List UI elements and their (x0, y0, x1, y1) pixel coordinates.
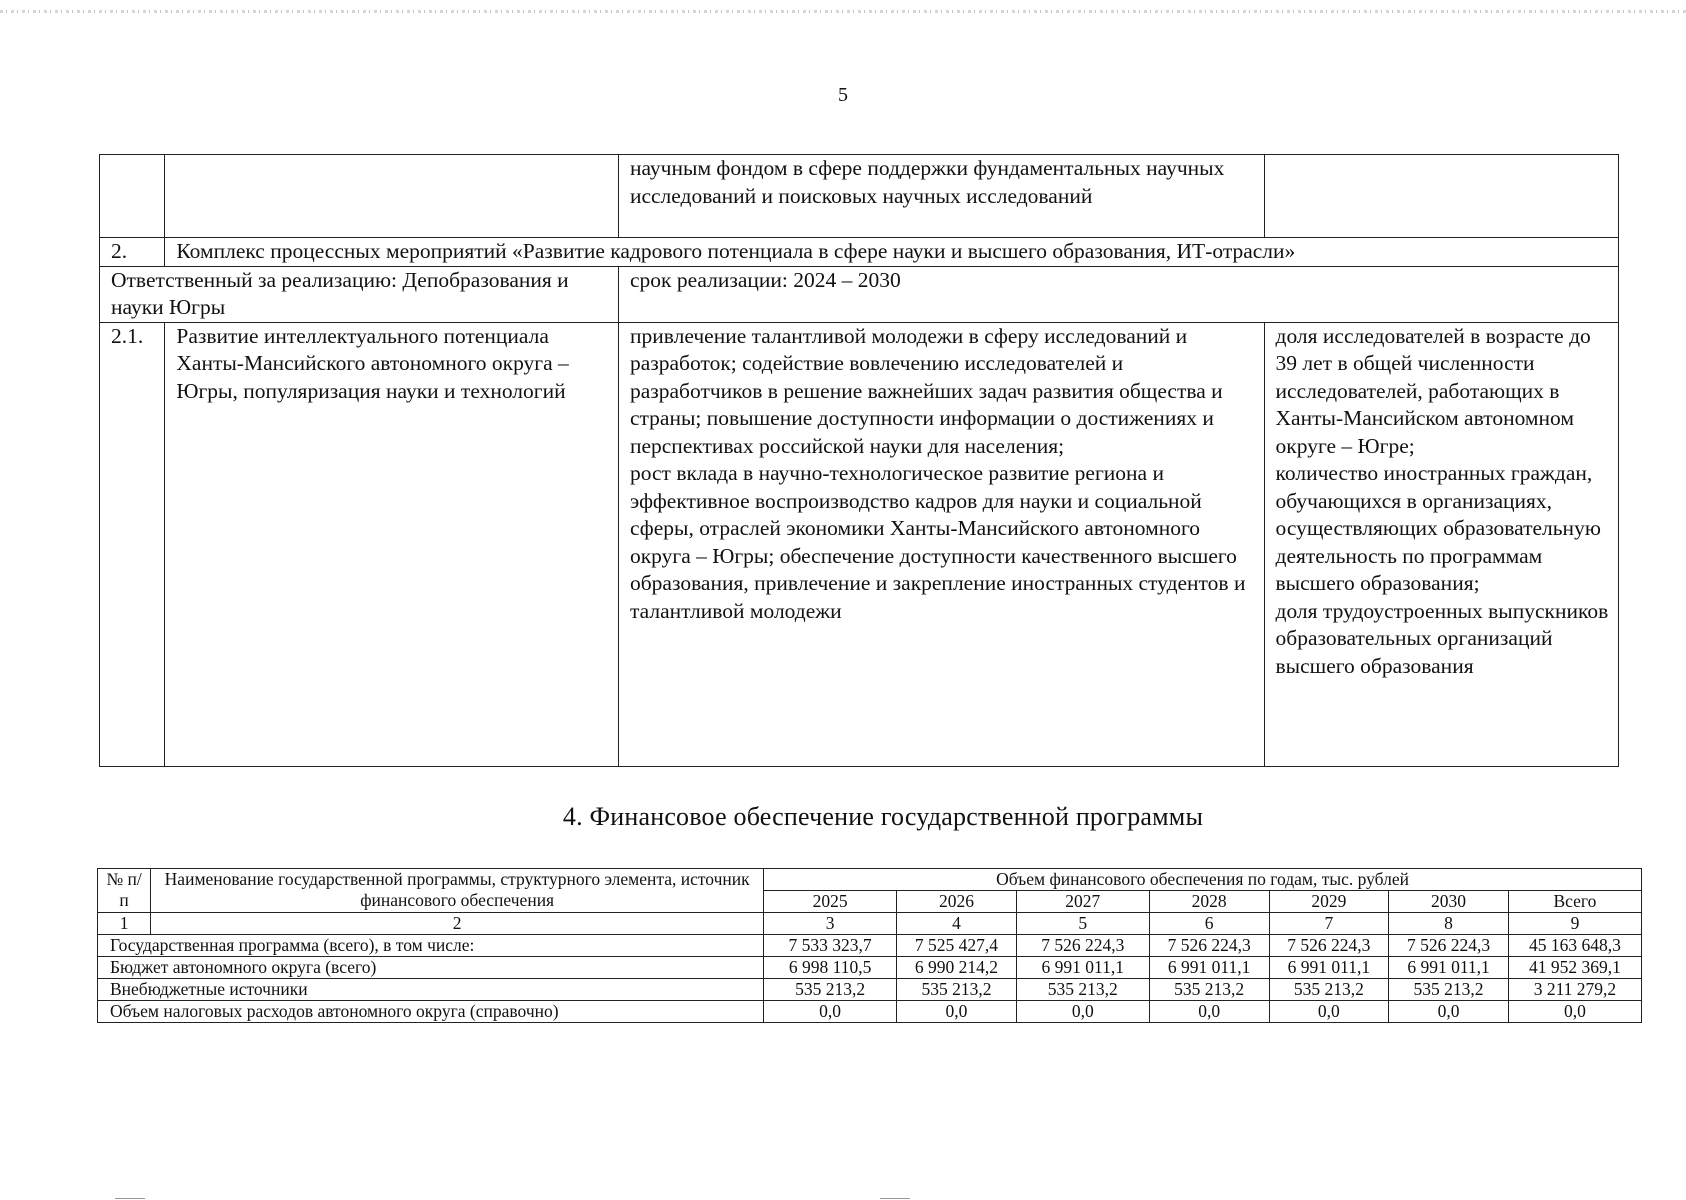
table-row (98, 957, 1642, 979)
section-row (100, 238, 1619, 267)
total-cell: 41 952 369,1 (1508, 957, 1641, 979)
page-number: 5 (838, 84, 848, 106)
continuation-text: научным фондом в сфере поддержки фундаментальных научных исследований и поисковых научных исследований (618, 155, 1264, 238)
header-year: 2026 (897, 891, 1017, 913)
column-numbers-row (98, 913, 1642, 935)
effect-item: рост вклада в научно-технологическое развитие региона и эффективное воспроизводство кадров для науки и социальной сферы, отраслей экономики Ханты-Мансийского автономного округа – Югры; обеспечение доступности качественного высшего образования, привлечение и закрепление иностранных студентов и талантливой молодежи (629, 461, 1246, 623)
value-cell: 0,0 (764, 1001, 897, 1023)
effect-item: привлечение талантливой молодежи в сферу исследований и разработок; содействие вовлечению исследователей и разработчиков в решение важнейших задач развития общества и страны; повышение доступности информации о достижениях и перспективах российской науки для населения; (629, 323, 1223, 458)
table-row (98, 979, 1642, 1001)
finance-table (97, 868, 1642, 1023)
header-volume: Объем финансового обеспечения по годам, тыс. рублей (764, 869, 1642, 891)
col-number: 6 (1149, 913, 1269, 935)
value-cell: 6 991 011,1 (1389, 957, 1509, 979)
scan-artifact-mark (115, 1198, 145, 1199)
indicator-item: доля исследователей в возрасте до 39 лет в общей численности исследователей, работающих в Ханты-Мансийском автономном округе – Югре; (1275, 323, 1591, 458)
value-cell: 535 213,2 (1149, 979, 1269, 1001)
total-cell: 0,0 (1508, 1001, 1641, 1023)
indicator-item: доля трудоустроенных выпускников образовательных организаций высшего образования (1275, 598, 1609, 678)
header-year: 2025 (764, 891, 897, 913)
cell-empty (1264, 155, 1618, 238)
finance-header-row (98, 869, 1642, 891)
row-label: Внебюджетные источники (98, 979, 764, 1001)
col-number: 9 (1508, 913, 1641, 935)
value-cell: 6 991 011,1 (1269, 957, 1389, 979)
col-number: 8 (1389, 913, 1509, 935)
value-cell: 0,0 (897, 1001, 1017, 1023)
indicator-item: количество иностранных граждан, обучающихся в организациях, осуществляющих образовательную деятельность по программам высшего образования; (1275, 461, 1601, 595)
header-year: 2030 (1389, 891, 1509, 913)
value-cell: 0,0 (1269, 1001, 1389, 1023)
value-cell: 6 998 110,5 (764, 957, 897, 979)
value-cell: 6 991 011,1 (1149, 957, 1269, 979)
value-cell: 535 213,2 (764, 979, 897, 1001)
task-row (100, 322, 1619, 766)
task-name: Развитие интеллектуального потенциала Ханты-Мансийского автономного округа – Югры, популяризация науки и технологий (165, 322, 619, 766)
implementation-period: срок реализации: 2024 – 2030 (618, 266, 1618, 322)
activities-table (99, 154, 1619, 767)
task-indicators (1264, 322, 1618, 766)
header-num: № п/п (98, 869, 151, 913)
value-cell: 535 213,2 (1269, 979, 1389, 1001)
header-year: 2029 (1269, 891, 1389, 913)
value-cell: 7 525 427,4 (897, 935, 1017, 957)
header-total: Всего (1508, 891, 1641, 913)
row-label: Объем налоговых расходов автономного округа (справочно) (98, 1001, 764, 1023)
value-cell: 7 526 224,3 (1016, 935, 1149, 957)
col-number: 7 (1269, 913, 1389, 935)
scan-artifact-line (0, 10, 1686, 13)
responsible-row (100, 266, 1619, 322)
col-number: 4 (897, 913, 1017, 935)
value-cell: 535 213,2 (1016, 979, 1149, 1001)
value-cell: 0,0 (1389, 1001, 1509, 1023)
total-cell: 45 163 648,3 (1508, 935, 1641, 957)
header-year: 2028 (1149, 891, 1269, 913)
value-cell: 535 213,2 (1389, 979, 1509, 1001)
row-label: Государственная программа (всего), в том числе: (98, 935, 764, 957)
value-cell: 7 526 224,3 (1389, 935, 1509, 957)
cell-empty (100, 155, 165, 238)
finance-section-title: 4. Финансовое обеспечение государственной программы (562, 802, 1204, 831)
cell-empty (165, 155, 619, 238)
value-cell: 0,0 (1149, 1001, 1269, 1023)
section-title: Комплекс процессных мероприятий «Развитие кадрового потенциала в сфере науки и высшего образования, ИТ-отрасли» (165, 238, 1619, 267)
value-cell: 0,0 (1016, 1001, 1149, 1023)
value-cell: 535 213,2 (897, 979, 1017, 1001)
value-cell: 6 991 011,1 (1016, 957, 1149, 979)
task-effects (618, 322, 1264, 766)
col-number: 2 (151, 913, 764, 935)
col-number: 5 (1016, 913, 1149, 935)
section-number: 2. (100, 238, 165, 267)
table-row (98, 935, 1642, 957)
header-year: 2027 (1016, 891, 1149, 913)
value-cell: 7 526 224,3 (1149, 935, 1269, 957)
row-label: Бюджет автономного округа (всего) (98, 957, 764, 979)
continuation-row (100, 155, 1619, 238)
value-cell: 6 990 214,2 (897, 957, 1017, 979)
total-cell: 3 211 279,2 (1508, 979, 1641, 1001)
header-name: Наименование государственной программы, структурного элемента, источник финансового обеспечения (151, 869, 764, 913)
table-row (98, 1001, 1642, 1023)
responsible-text: Ответственный за реализацию: Депобразования и науки Югры (100, 266, 619, 322)
value-cell: 7 526 224,3 (1269, 935, 1389, 957)
value-cell: 7 533 323,7 (764, 935, 897, 957)
scan-artifact-mark (880, 1198, 910, 1199)
col-number: 1 (98, 913, 151, 935)
task-number: 2.1. (100, 322, 165, 766)
col-number: 3 (764, 913, 897, 935)
